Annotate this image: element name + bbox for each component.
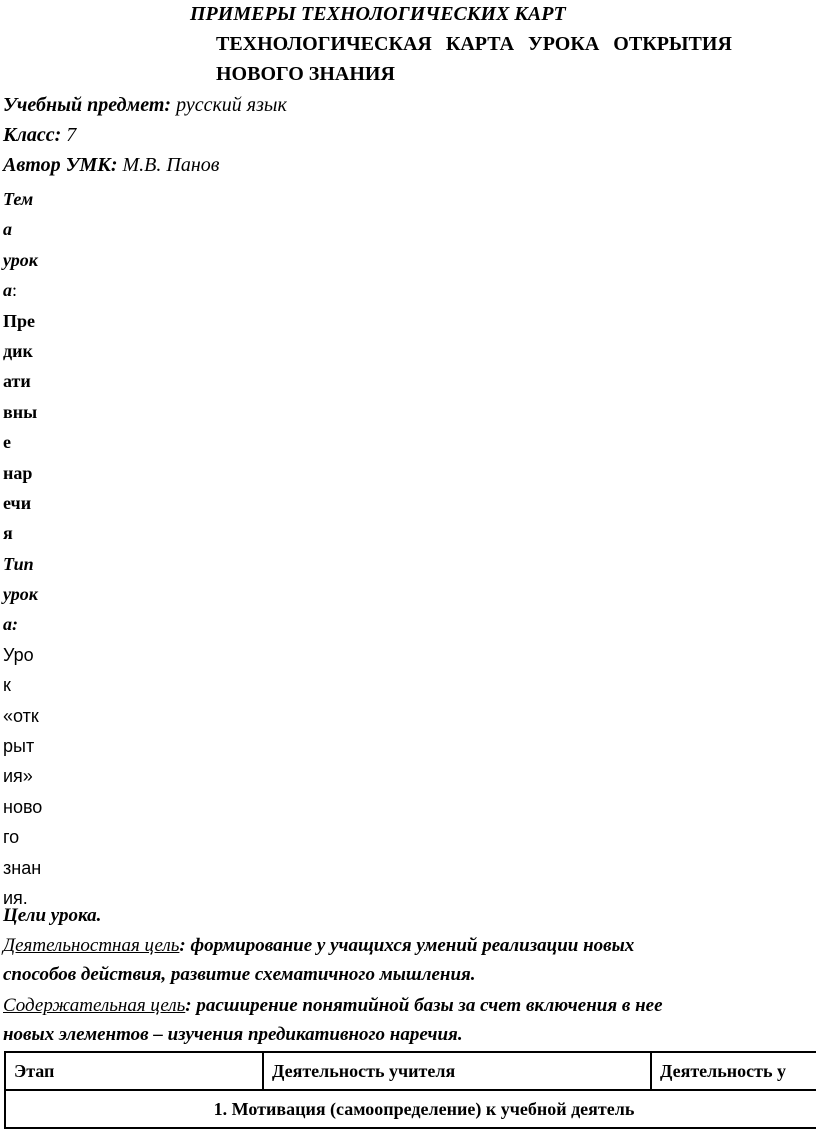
subject-label: Учебный предмет: (3, 94, 172, 116)
topic-value-part: е (3, 432, 11, 453)
grade-line (3, 124, 76, 147)
type-value-part: знан (3, 857, 42, 878)
type-label-part: урок (3, 584, 38, 605)
type-label-part: а: (3, 614, 18, 635)
table-header-row (5, 1052, 816, 1090)
topic-value-part: ати (3, 371, 31, 392)
topic-value-part: вны (3, 401, 38, 422)
topic-label-last (3, 275, 61, 305)
type-value-part: рыт (3, 736, 35, 757)
grade-label: Класс: (3, 124, 62, 146)
topic-value-part: нар (3, 462, 33, 483)
stage-heading: 1. Мотивация (самоопределение) к учебной деятель (5, 1090, 816, 1128)
author-value: М.В. Панов (117, 154, 220, 176)
activity-goal-line1 (3, 935, 634, 957)
subject-line (3, 94, 287, 117)
column-header-teacher: Деятельность учителя (263, 1052, 651, 1090)
activity-goal-colon: : (179, 935, 186, 956)
topic-value-part: ечи (3, 492, 32, 513)
topic-type-column (3, 184, 61, 913)
content-goal-line1 (3, 995, 663, 1017)
type-value-part: «отк (3, 705, 39, 726)
section-title: ПРИМЕРЫ ТЕХНОЛОГИЧЕСКИХ КАРТ (190, 3, 566, 25)
activity-goal-line2: способов действия, развитие схематичного мышления. (3, 964, 476, 985)
topic-colon: : (12, 280, 18, 301)
author-label: Автор УМК: (3, 154, 118, 176)
topic-value-part: я (3, 523, 13, 544)
map-title-line2: НОВОГО ЗНАНИЯ (216, 63, 395, 85)
type-value-part: к (3, 675, 11, 696)
lesson-table (4, 1051, 816, 1129)
topic-label-part: а (3, 280, 12, 301)
type-value-part: ия. (3, 887, 28, 908)
type-label-part: Тип (3, 553, 34, 574)
type-value-part: Уро (3, 644, 34, 665)
topic-label-part: урок (3, 249, 38, 270)
topic-value-part: дик (3, 340, 33, 361)
column-header-student: Деятельность у (651, 1052, 816, 1090)
content-goal-label: Содержательная цель (3, 995, 186, 1016)
topic-value-part: Пре (3, 310, 36, 331)
table-row (5, 1090, 816, 1128)
type-value-part: го (3, 827, 20, 848)
topic-label-part: а (3, 219, 12, 240)
map-title-line1: ТЕХНОЛОГИЧЕСКАЯ КАРТА УРОКА ОТКРЫТИЯ (216, 33, 732, 55)
grade-value: 7 (61, 124, 77, 146)
subject-value: русский язык (171, 94, 287, 116)
column-header-stage: Этап (5, 1052, 263, 1090)
type-value-part: ново (3, 796, 43, 817)
content-goal-text: расширение понятийной базы за счет включения в нее (191, 995, 663, 1016)
content-goal-colon: : (185, 995, 192, 1016)
activity-goal-text: формирование у учащихся умений реализации новых (185, 935, 635, 956)
activity-goal-label: Деятельностная цель (3, 935, 180, 956)
goals-heading: Цели урока. (3, 905, 102, 926)
type-value-part: ия» (3, 766, 33, 787)
topic-label-part: Тем (3, 189, 34, 209)
content-goal-line2: новых элементов – изучения предикативного наречия. (3, 1024, 463, 1045)
author-line (3, 154, 219, 177)
